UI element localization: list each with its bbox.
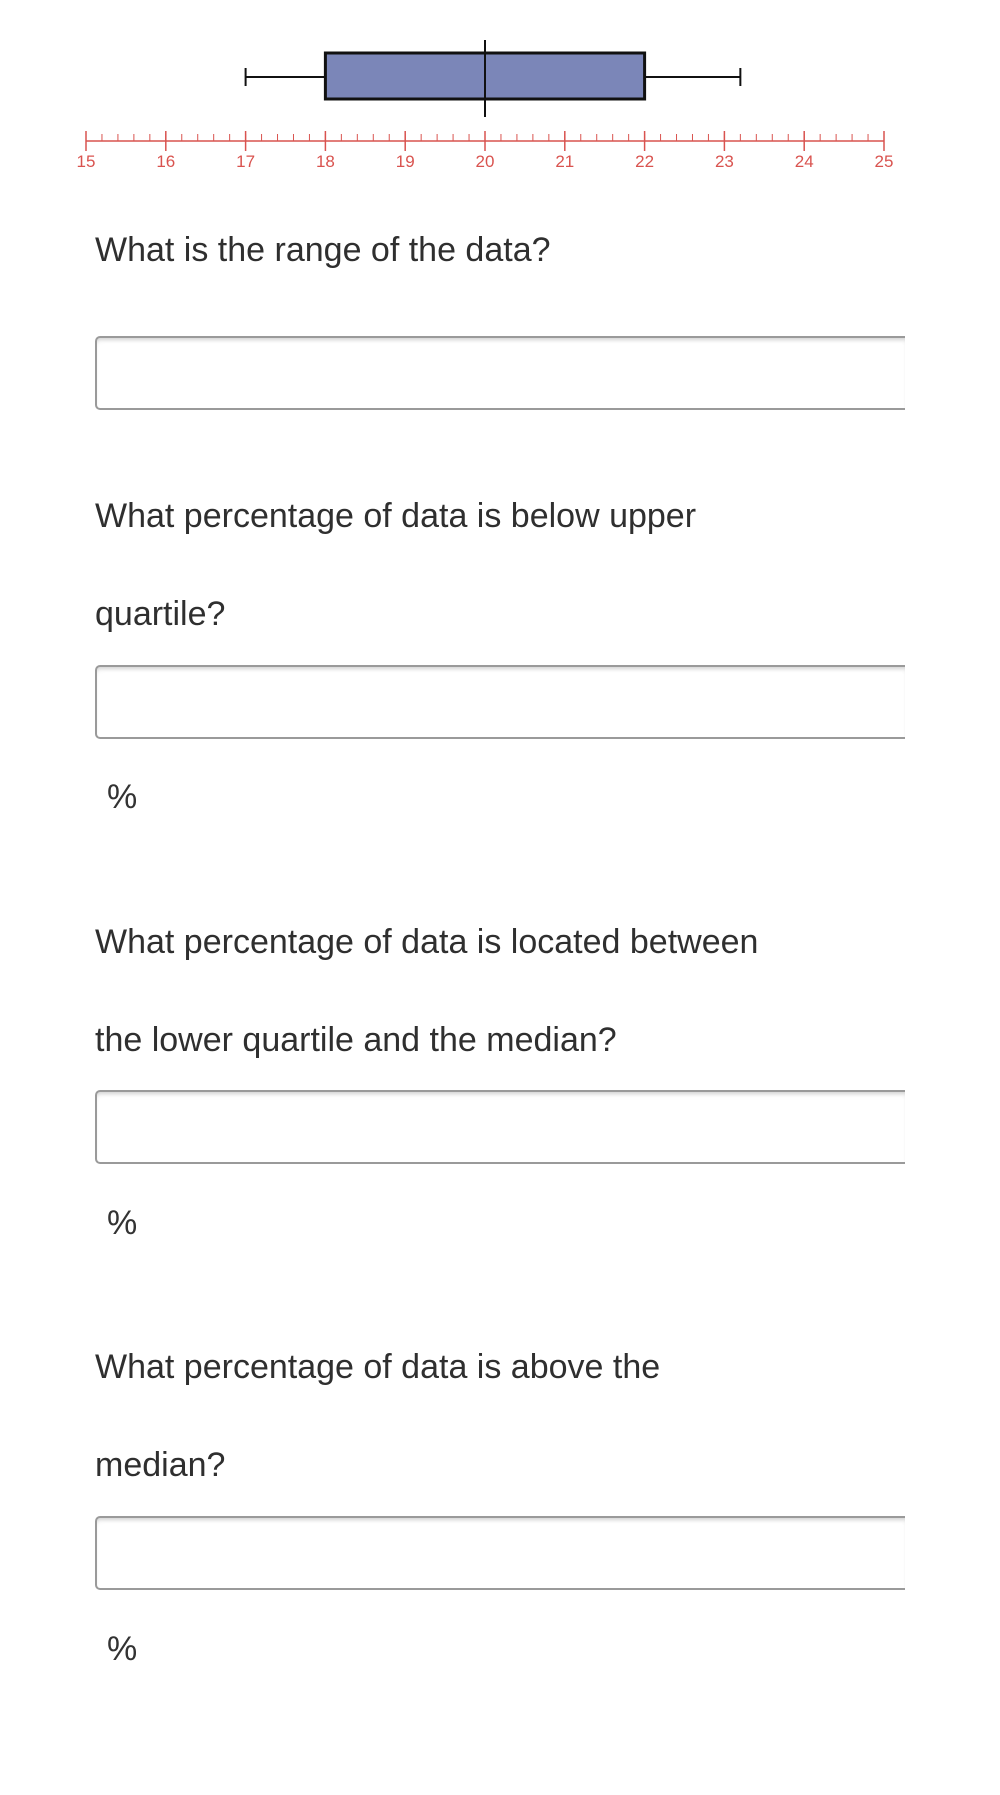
question-3-line-2: the lower quartile and the median? <box>95 1021 617 1059</box>
question-2-text <box>95 467 955 663</box>
tick-label: 15 <box>76 152 96 171</box>
number-line-axis <box>77 131 894 171</box>
percent-unit-1: % <box>107 778 138 816</box>
box-plot-chart <box>0 0 1000 190</box>
tick-label: 21 <box>555 152 575 171</box>
question-2-line-2: quartile? <box>95 595 226 633</box>
question-1-label: What is the range of the data? <box>95 231 551 269</box>
above-median-input[interactable] <box>95 1516 905 1590</box>
tick-label: 20 <box>475 152 495 171</box>
question-2-line-1: What percentage of data is below upper <box>95 497 697 535</box>
tick-label: 16 <box>156 152 176 171</box>
tick-label: 24 <box>794 152 814 171</box>
range-answer-input[interactable] <box>95 336 905 410</box>
below-upper-quartile-input[interactable] <box>95 665 905 739</box>
percent-unit-3: % <box>107 1630 138 1668</box>
question-4-text <box>95 1318 955 1514</box>
tick-label: 18 <box>315 152 335 171</box>
question-4-line-1: What percentage of data is above the <box>95 1348 661 1386</box>
tick-label: 17 <box>236 152 256 171</box>
between-lower-quartile-median-input[interactable] <box>95 1090 905 1164</box>
box-plot <box>246 40 741 117</box>
question-3-line-1: What percentage of data is located between <box>95 923 759 961</box>
question-1-text <box>95 226 955 324</box>
question-4-line-2: median? <box>95 1446 226 1484</box>
tick-label: 22 <box>635 152 655 171</box>
percent-unit-2: % <box>107 1204 138 1242</box>
tick-label: 25 <box>874 152 894 171</box>
tick-label: 23 <box>714 152 734 171</box>
tick-label: 19 <box>395 152 415 171</box>
question-3-text <box>95 893 955 1089</box>
